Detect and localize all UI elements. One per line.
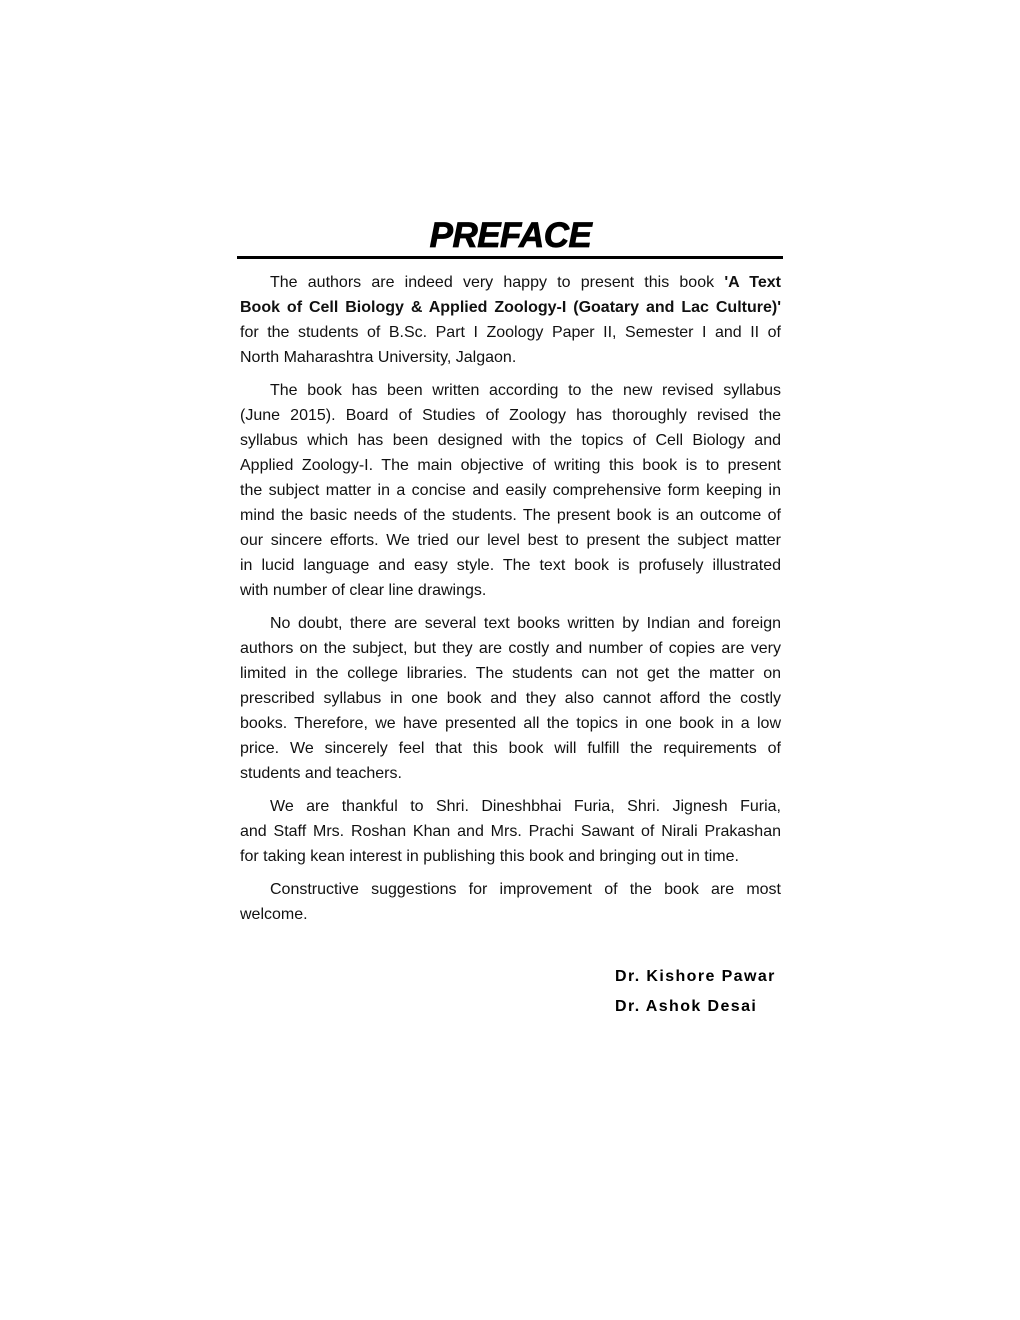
text-line: syllabus which has been designed with the topics of Cell Biology and [240,432,781,449]
text-line: We are thankful to Shri. Dineshbhai Furia, Shri. Jignesh Furia, [270,798,781,815]
text-line: The authors are indeed very happy to present this book 'A Text [270,274,782,291]
text-line: The book has been written according to the new revised syllabus [270,382,781,399]
title-underline [237,256,783,259]
text-line: books. Therefore, we have presented all the topics in one book in a low [240,715,781,732]
author-signature-2: Dr. Ashok Desai [615,998,758,1015]
text-line: North Maharashtra University, Jalgaon. [240,349,517,366]
text-line: prescribed syllabus in one book and they also cannot afford the costly [240,690,781,707]
text-line: No doubt, there are several text books written by Indian and foreign [270,615,781,632]
text-line: with number of clear line drawings. [240,582,487,599]
text-line: and Staff Mrs. Roshan Khan and Mrs. Prachi Sawant of Nirali Prakashan [240,823,781,840]
paragraph-2 [240,378,781,603]
author-signature-1: Dr. Kishore Pawar [615,968,776,985]
text-line: the subject matter in a concise and easily comprehensive form keeping in [240,482,781,499]
paragraph-3 [240,611,781,786]
text-line: in lucid language and easy style. The text book is profusely illustrated [240,557,781,574]
text-line-book-title: Book of Cell Biology & Applied Zoology-I (Goatary and Lac Culture)' [240,299,781,316]
text-line: Constructive suggestions for improvement of the book are most [270,881,781,898]
text-line: our sincere efforts. We tried our level best to present the subject matter [240,532,781,549]
text-line: for the students of B.Sc. Part I Zoology Paper II, Semester I and II of [240,324,781,341]
paragraph-5 [240,877,781,927]
text-line: mind the basic needs of the students. The present book is an outcome of [240,507,781,524]
text-line: authors on the subject, but they are costly and number of copies are very [240,640,781,657]
paragraph-4 [240,794,781,869]
text-line: (June 2015). Board of Studies of Zoology has thoroughly revised the [240,407,781,424]
text-line: for taking kean interest in publishing this book and bringing out in time. [240,848,739,865]
page-title: PREFACE [429,216,592,255]
text-line: limited in the college libraries. The students can not get the matter on [240,665,781,682]
preface-body [240,270,781,935]
text-line: Applied Zoology-I. The main objective of writing this book is to present [240,457,781,474]
text-line: welcome. [240,906,308,923]
text-line: students and teachers. [240,765,402,782]
text-line: price. We sincerely feel that this book will fulfill the requirements of [240,740,781,757]
paragraph-1 [240,270,781,370]
